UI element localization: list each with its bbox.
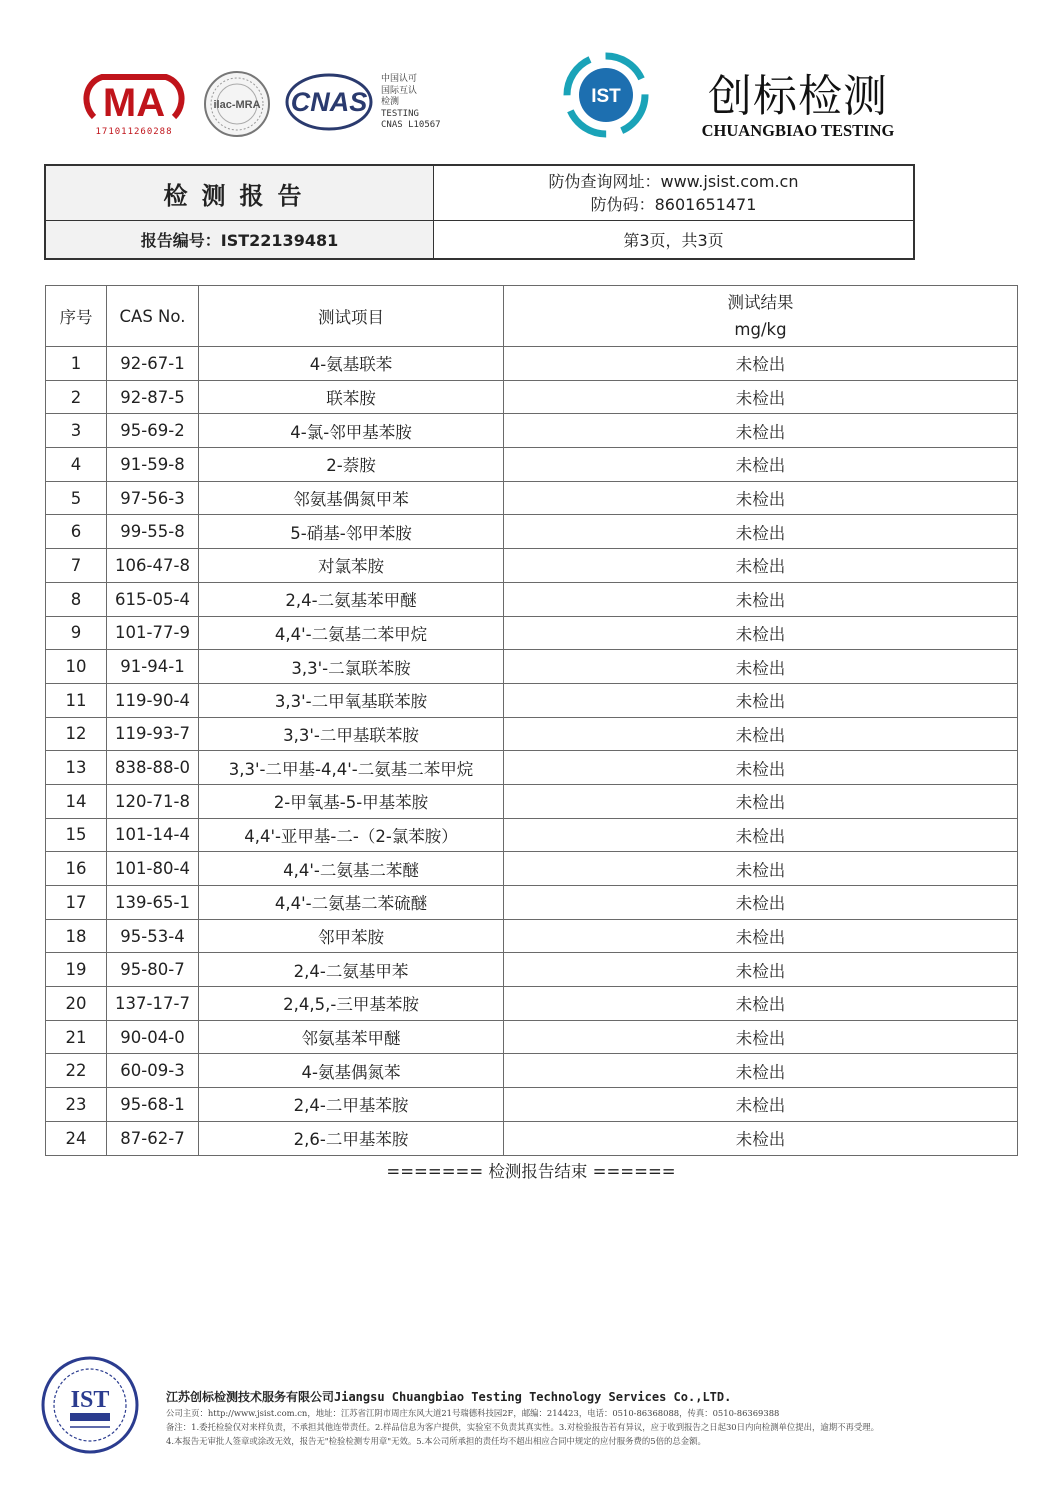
footer-company-name: 江苏创标检测技术服务有限公司Jiangsu Chuangbiao Testing Technology Services Co.,LTD. <box>166 1390 732 1404</box>
brand-name-cn: 创标检测 <box>708 71 888 122</box>
header-result: 测试结果 mg/kg <box>504 286 1018 347</box>
cell-cas: 91-94-1 <box>107 650 199 684</box>
cell-result: 未检出 <box>504 1088 1018 1122</box>
brand-name-en: CHUANGBIAO TESTING <box>701 121 895 140</box>
cell-item: 4-氯-邻甲基苯胺 <box>199 414 504 448</box>
cell-cas: 101-77-9 <box>107 616 199 650</box>
cma-number: 171011260288 <box>95 127 173 137</box>
table-row <box>46 481 1018 515</box>
cell-result: 未检出 <box>504 919 1018 953</box>
table-row <box>46 448 1018 482</box>
cell-item: 2,4-二氨基甲苯 <box>199 953 504 987</box>
cell-result: 未检出 <box>504 953 1018 987</box>
table-row <box>46 347 1018 381</box>
cell-item: 3,3'-二氯联苯胺 <box>199 650 504 684</box>
cell-seq: 5 <box>46 481 107 515</box>
cell-cas: 92-67-1 <box>107 347 199 381</box>
cell-cas: 106-47-8 <box>107 549 199 583</box>
table-row <box>46 582 1018 616</box>
report-header-box <box>44 164 915 260</box>
cell-result: 未检出 <box>504 347 1018 381</box>
svg-text:ilac-MRA: ilac-MRA <box>213 99 261 111</box>
cell-result: 未检出 <box>504 616 1018 650</box>
cell-item: 2,4-二甲基苯胺 <box>199 1088 504 1122</box>
cell-cas: 95-68-1 <box>107 1088 199 1122</box>
table-row <box>46 1020 1018 1054</box>
cell-result: 未检出 <box>504 582 1018 616</box>
cell-cas: 101-80-4 <box>107 852 199 886</box>
cell-seq: 4 <box>46 448 107 482</box>
report-end-mark: ======= 检测报告结束 ====== <box>386 1162 676 1181</box>
cell-result: 未检出 <box>504 414 1018 448</box>
cell-cas: 137-17-7 <box>107 987 199 1021</box>
table-row <box>46 717 1018 751</box>
cell-cas: 95-80-7 <box>107 953 199 987</box>
cnas-accreditation-text: 中国认可 国际互认 检测 TESTING CNAS L10567 <box>381 74 441 130</box>
cell-cas: 101-14-4 <box>107 818 199 852</box>
cell-seq: 6 <box>46 515 107 549</box>
cell-item: 4,4'-亚甲基-二-（2-氯苯胺） <box>199 818 504 852</box>
table-row <box>46 515 1018 549</box>
cell-cas: 91-59-8 <box>107 448 199 482</box>
cell-seq: 3 <box>46 414 107 448</box>
cell-result: 未检出 <box>504 717 1018 751</box>
report-number: 报告编号：IST22139481 <box>46 221 434 258</box>
cell-seq: 9 <box>46 616 107 650</box>
cell-result: 未检出 <box>504 784 1018 818</box>
cell-cas: 97-56-3 <box>107 481 199 515</box>
table-row <box>46 414 1018 448</box>
cell-seq: 12 <box>46 717 107 751</box>
cell-item: 4-氨基偶氮苯 <box>199 1054 504 1088</box>
cell-result: 未检出 <box>504 380 1018 414</box>
anti-counterfeit-info <box>434 166 913 221</box>
cell-cas: 95-69-2 <box>107 414 199 448</box>
cell-result: 未检出 <box>504 515 1018 549</box>
cell-result: 未检出 <box>504 448 1018 482</box>
page-indicator: 第3页，共3页 <box>623 231 724 250</box>
table-row <box>46 1121 1018 1155</box>
table-row <box>46 852 1018 886</box>
cell-seq: 2 <box>46 380 107 414</box>
results-body <box>46 347 1018 1156</box>
ilac-mra-logo-icon <box>203 70 271 138</box>
cell-result: 未检出 <box>504 650 1018 684</box>
header-cas: CAS No. <box>107 286 199 347</box>
cell-cas: 838-88-0 <box>107 751 199 785</box>
cell-cas: 92-87-5 <box>107 380 199 414</box>
cell-cas: 87-62-7 <box>107 1121 199 1155</box>
cell-result: 未检出 <box>504 1121 1018 1155</box>
cell-item: 4,4'-二氨基二苯甲烷 <box>199 616 504 650</box>
cnas-logo-icon <box>284 72 374 132</box>
cell-item: 3,3'-二甲基-4,4'-二氨基二苯甲烷 <box>199 751 504 785</box>
cell-item: 5-硝基-邻甲苯胺 <box>199 515 504 549</box>
cell-seq: 16 <box>46 852 107 886</box>
cell-cas: 615-05-4 <box>107 582 199 616</box>
ist-seal-stamp-icon <box>40 1355 140 1455</box>
svg-text:MA: MA <box>102 81 166 125</box>
cell-result: 未检出 <box>504 818 1018 852</box>
table-row <box>46 751 1018 785</box>
cell-cas: 60-09-3 <box>107 1054 199 1088</box>
cell-item: 2,4-二氨基苯甲醚 <box>199 582 504 616</box>
cell-seq: 15 <box>46 818 107 852</box>
footer-note-line: 4.本报告无审批人签章或涂改无效，报告无"检验检测专用章"无效。5.本公司所承担的责任均不超出相应合同中规定的应付服务费的5倍的总金额。 <box>166 1436 706 1446</box>
cell-cas: 139-65-1 <box>107 886 199 920</box>
table-row <box>46 953 1018 987</box>
cell-seq: 21 <box>46 1020 107 1054</box>
cell-item: 邻甲苯胺 <box>199 919 504 953</box>
cell-item: 2-萘胺 <box>199 448 504 482</box>
anti-counterfeit-code: 防伪码：8601651471 <box>590 195 757 214</box>
report-title: 检测报告 <box>46 166 434 221</box>
cell-item: 3,3'-二甲氧基联苯胺 <box>199 683 504 717</box>
cell-item: 邻氨基苯甲醚 <box>199 1020 504 1054</box>
cell-seq: 23 <box>46 1088 107 1122</box>
cell-cas: 99-55-8 <box>107 515 199 549</box>
cell-seq: 17 <box>46 886 107 920</box>
table-row <box>46 886 1018 920</box>
cell-cas: 120-71-8 <box>107 784 199 818</box>
cell-item: 4,4'-二氨基二苯醚 <box>199 852 504 886</box>
cell-result: 未检出 <box>504 1020 1018 1054</box>
header-seq: 序号 <box>46 286 107 347</box>
cell-result: 未检出 <box>504 886 1018 920</box>
cell-item: 联苯胺 <box>199 380 504 414</box>
header-item: 测试项目 <box>199 286 504 347</box>
cell-item: 2-甲氧基-5-甲基苯胺 <box>199 784 504 818</box>
cell-seq: 22 <box>46 1054 107 1088</box>
table-row <box>46 650 1018 684</box>
table-row <box>46 683 1018 717</box>
cell-item: 4-氨基联苯 <box>199 347 504 381</box>
cell-seq: 1 <box>46 347 107 381</box>
table-row <box>46 784 1018 818</box>
cell-cas: 95-53-4 <box>107 919 199 953</box>
cell-seq: 20 <box>46 987 107 1021</box>
cell-seq: 7 <box>46 549 107 583</box>
header-unit: mg/kg <box>734 320 787 339</box>
ist-logo-icon <box>563 52 649 138</box>
cell-seq: 24 <box>46 1121 107 1155</box>
cell-result: 未检出 <box>504 683 1018 717</box>
table-row <box>46 1088 1018 1122</box>
cell-cas: 119-93-7 <box>107 717 199 751</box>
table-row <box>46 549 1018 583</box>
cell-result: 未检出 <box>504 481 1018 515</box>
svg-text:IST: IST <box>591 86 621 107</box>
cell-seq: 19 <box>46 953 107 987</box>
cell-result: 未检出 <box>504 549 1018 583</box>
cell-seq: 13 <box>46 751 107 785</box>
table-row <box>46 616 1018 650</box>
results-table <box>45 285 1018 1156</box>
cell-result: 未检出 <box>504 852 1018 886</box>
cell-item: 3,3'-二甲基联苯胺 <box>199 717 504 751</box>
svg-text:IST: IST <box>70 1387 110 1413</box>
cell-item: 4,4'-二氨基二苯硫醚 <box>199 886 504 920</box>
table-row <box>46 380 1018 414</box>
table-row <box>46 919 1018 953</box>
cell-seq: 18 <box>46 919 107 953</box>
table-row <box>46 818 1018 852</box>
cell-item: 邻氨基偶氮甲苯 <box>199 481 504 515</box>
cell-cas: 119-90-4 <box>107 683 199 717</box>
footer-contact-line: 公司主页：http://www.jsist.com.cn，地址：江苏省江阴市周庄东风大道21号瑞德科技园2F，邮编：214423，电话：0510-86368088，传真：0510-86369388 <box>166 1408 780 1418</box>
table-row <box>46 1054 1018 1088</box>
cell-item: 对氯苯胺 <box>199 549 504 583</box>
cell-seq: 8 <box>46 582 107 616</box>
cell-seq: 10 <box>46 650 107 684</box>
cell-result: 未检出 <box>504 987 1018 1021</box>
cell-result: 未检出 <box>504 1054 1018 1088</box>
cell-result: 未检出 <box>504 751 1018 785</box>
cell-item: 2,4,5,-三甲基苯胺 <box>199 987 504 1021</box>
cell-seq: 14 <box>46 784 107 818</box>
cell-cas: 90-04-0 <box>107 1020 199 1054</box>
table-row <box>46 987 1018 1021</box>
footer-note-line: 备注：1.委托检验仅对来样负责，不承担其他连带责任。2.样品信息为客户提供，实验室不负责其真实性。3.对检验报告若有异议，应于收到报告之日起30日内向检测单位提出，逾期不再受理。 <box>166 1422 879 1432</box>
svg-text:CNAS: CNAS <box>290 87 368 117</box>
cell-seq: 11 <box>46 683 107 717</box>
table-header-row <box>46 286 1018 347</box>
anti-counterfeit-url: 防伪查询网址：www.jsist.com.cn <box>548 172 799 191</box>
cell-item: 2,6-二甲基苯胺 <box>199 1121 504 1155</box>
